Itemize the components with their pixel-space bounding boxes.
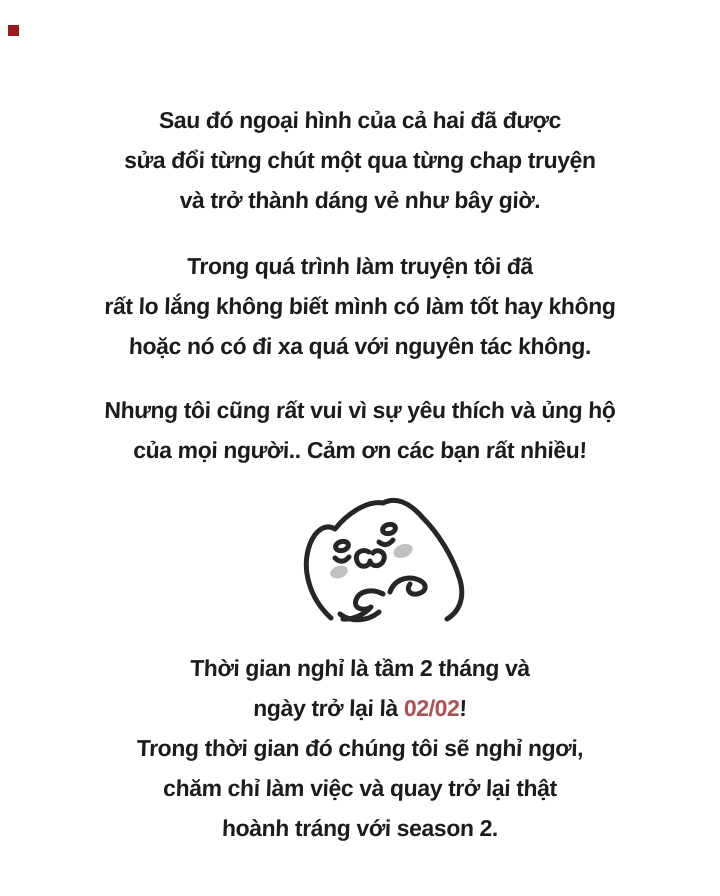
paragraph-hiatus-schedule bbox=[0, 648, 720, 848]
paragraph-thanks-note bbox=[0, 390, 720, 470]
text-line: hoặc nó có đi xa quá với nguyên tác không. bbox=[128, 333, 592, 359]
text-line: rất lo lắng không biết mình có làm tốt hay không bbox=[103, 293, 617, 319]
text-line: Nhưng tôi cũng rất vui vì sự yêu thích và ủng hộ bbox=[103, 397, 617, 423]
paragraph-worries-note bbox=[0, 246, 720, 366]
cat-right-blush bbox=[391, 541, 414, 560]
cat-left-eye bbox=[335, 540, 350, 552]
cat-left-eye-crease bbox=[335, 557, 349, 561]
paragraph-appearance-note bbox=[0, 100, 720, 220]
cat-muzzle bbox=[356, 551, 384, 567]
text-line: và trở thành dáng vẻ như bây giờ. bbox=[179, 187, 541, 213]
cat-right-paw bbox=[390, 578, 425, 594]
text-line: chăm chỉ làm việc và quay trở lại thật bbox=[162, 775, 558, 801]
cat-right-eye-crease bbox=[379, 540, 393, 545]
text-line: Trong thời gian đó chúng tôi sẽ nghỉ ngơi, bbox=[136, 735, 584, 761]
return-date-suffix: ! bbox=[458, 695, 468, 721]
cat-right-eye bbox=[382, 523, 397, 535]
resting-cat-doodle-illustration bbox=[295, 492, 470, 632]
corner-red-marker bbox=[8, 25, 19, 36]
text-line-return-date bbox=[0, 688, 720, 728]
cat-left-blush bbox=[329, 564, 350, 581]
text-line: Trong quá trình làm truyện tôi đã bbox=[186, 253, 534, 279]
text-line: của mọi người.. Cảm ơn các bạn rất nhiều! bbox=[132, 437, 588, 463]
return-date: 02/02 bbox=[403, 695, 460, 721]
text-line: hoành tráng với season 2. bbox=[221, 815, 499, 841]
text-line: sửa đổi từng chút một qua từng chap truyện bbox=[123, 147, 597, 173]
text-line: Thời gian nghỉ là tầm 2 tháng và bbox=[189, 655, 531, 681]
return-date-prefix: ngày trở lại là bbox=[252, 695, 405, 721]
text-line: Sau đó ngoại hình của cả hai đã được bbox=[158, 107, 562, 133]
